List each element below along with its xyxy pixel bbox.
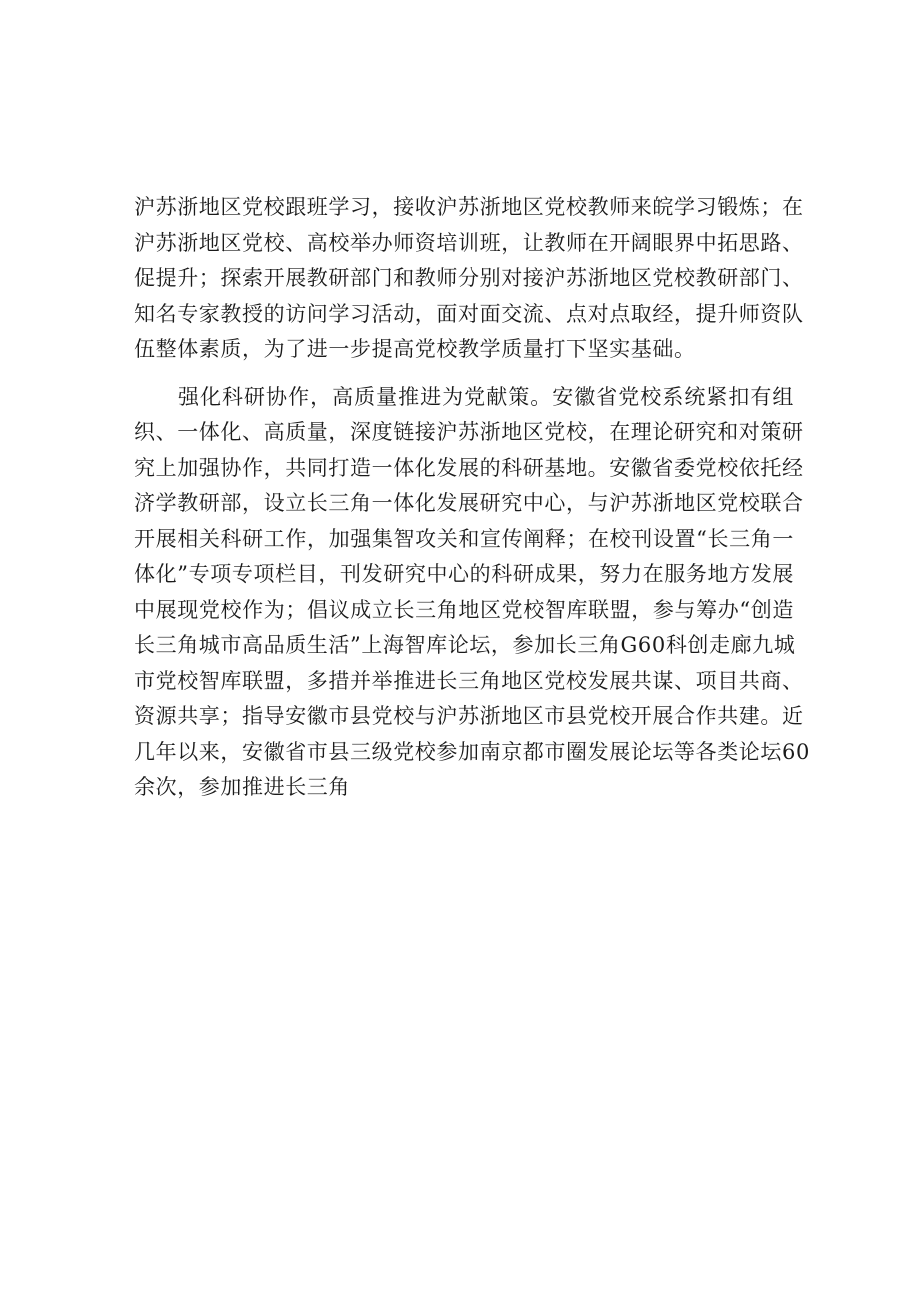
text-line: 促提升；探索开展教研部门和教师分别对接沪苏浙地区党校教研部门、 xyxy=(134,266,804,290)
text-line: 中展现党校作为；倡议成立长三角地区党校智库联盟，参与筹办“创造 xyxy=(134,597,794,622)
text-line: 市党校智库联盟，多措并举推进长三角地区党校发展共谋、项目共商、 xyxy=(134,668,804,693)
text-line: 余次，参加推进长三角 xyxy=(134,775,350,799)
text-line: 沪苏浙地区党校跟班学习，接收沪苏浙地区党校教师来皖学习锻炼；在 xyxy=(134,195,804,219)
text-line: 伍整体素质，为了进一步提高党校教学质量打下坚实基础。 xyxy=(134,337,696,361)
paragraph-1 xyxy=(134,190,804,368)
text-line: 体化”专项专项栏目，刊发研究中心的科研成果，努力在服务地方发展 xyxy=(134,562,794,586)
text-line: 知名专家教授的访问学习活动，面对面交流、点对点取经，提升师资队 xyxy=(134,301,804,326)
text-line: 几年以来，安徽省市县三级党校参加南京都市圈发展论坛等各类论坛60 xyxy=(134,739,810,764)
text-line: 究上加强协作，共同打造一体化发展的科研基地。安徽省委党校依托经 xyxy=(134,455,804,480)
text-line: 资源共享；指导安徽市县党校与沪苏浙地区市县党校开展合作共建。近 xyxy=(134,704,804,728)
text-line: 沪苏浙地区党校、高校举办师资培训班，让教师在开阔眼界中拓思路、 xyxy=(134,230,804,255)
text-line: 织、一体化、高质量，深度链接沪苏浙地区党校，在理论研究和对策研 xyxy=(134,420,804,444)
document-body xyxy=(134,190,810,806)
text-line: 长三角城市高品质生活”上海智库论坛，参加长三角G60科创走廊九城 xyxy=(134,633,796,657)
paragraph-2 xyxy=(134,380,810,806)
text-line: 开展相关科研工作，加强集智攻关和宣传阐释；在校刊设置“长三角一 xyxy=(134,526,794,551)
text-line: 济学教研部，设立长三角一体化发展研究中心，与沪苏浙地区党校联合 xyxy=(134,491,804,515)
text-line: 强化科研协作，高质量推进为党献策。安徽省党校系统紧扣有组 xyxy=(178,384,794,409)
